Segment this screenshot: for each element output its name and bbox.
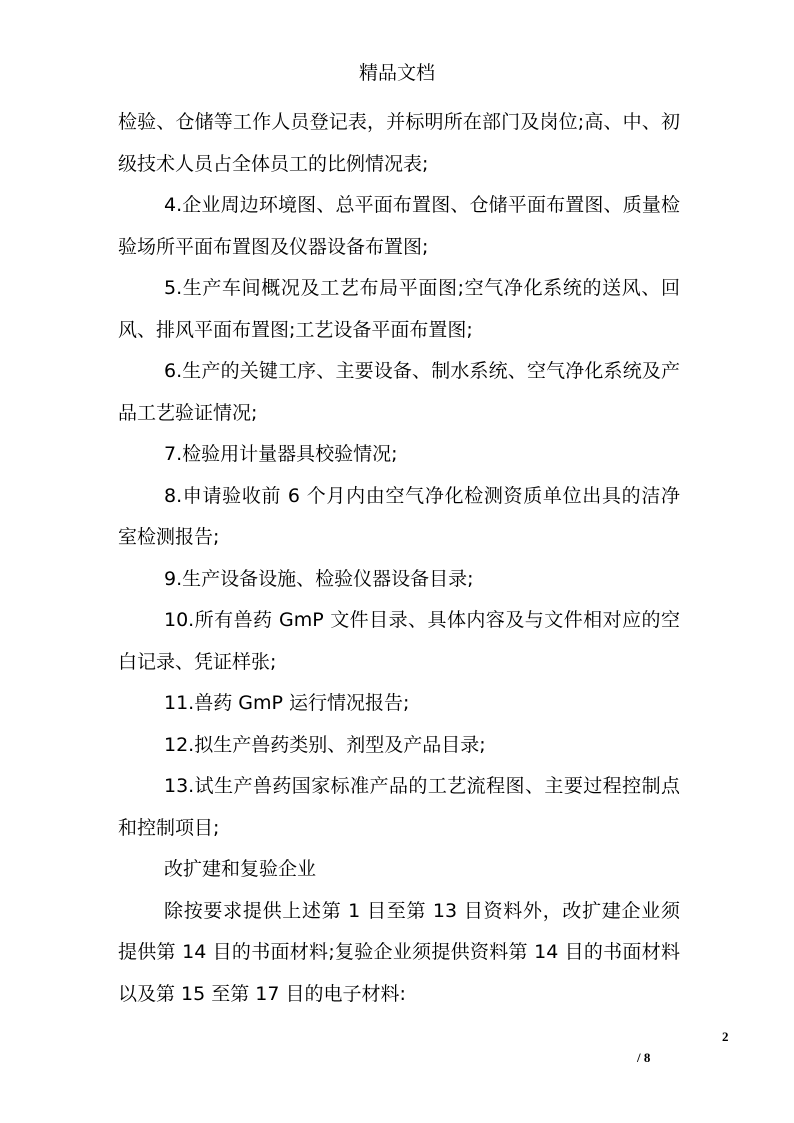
- paragraph-item-11: 11.兽药 GmP 运行情况报告;: [164, 692, 410, 714]
- paragraph-item-13: 13.试生产兽药国家标准产品的工艺流程图、主要过程控制点和控制项目;: [118, 775, 680, 839]
- paragraph-item-8: 8.申请验收前 6 个月内由空气净化检测资质单位出具的洁净室检测报告;: [118, 484, 680, 548]
- paragraph-staff-register: 检验、仓储等工作人员登记表，并标明所在部门及岗位;高、中、初级技术人员占全体员工的比例情况表;: [118, 111, 680, 175]
- paragraph-item-6: 6.生产的关键工序、主要设备、制水系统、空气净化系统及产品工艺验证情况;: [118, 360, 680, 424]
- paragraph-item-7: 7.检验用计量器具校验情况;: [164, 443, 398, 465]
- page-header-title: 精品文档: [358, 62, 435, 84]
- paragraph-item-4: 4.企业周边环境图、总平面布置图、仓储平面布置图、质量检验场所平面布置图及仪器设备布置图;: [118, 194, 680, 258]
- paragraph-additional-materials: 除按要求提供上述第 1 目至第 13 目资料外，改扩建企业须提供第 14 目的书面材料;复验企业须提供资料第 14 目的书面材料以及第 15 至第 17 目的电子材料:: [118, 899, 680, 1005]
- paragraph-item-9: 9.生产设备设施、检验仪器设备目录;: [164, 567, 474, 590]
- page-number: 2: [722, 1029, 729, 1044]
- paragraph-item-5: 5.生产车间概况及工艺布局平面图;空气净化系统的送风、回风、排风平面布置图;工艺设备平面布置图;: [118, 277, 680, 341]
- paragraph-item-12: 12.拟生产兽药类别、剂型及产品目录;: [164, 733, 486, 756]
- document-body: [118, 102, 680, 1015]
- section-heading-expansion-reinspection: 改扩建和复验企业: [164, 858, 317, 880]
- page-total: / 8: [637, 1050, 651, 1065]
- paragraph-item-10: 10.所有兽药 GmP 文件目录、具体内容及与文件相对应的空白记录、凭证样张;: [118, 609, 680, 673]
